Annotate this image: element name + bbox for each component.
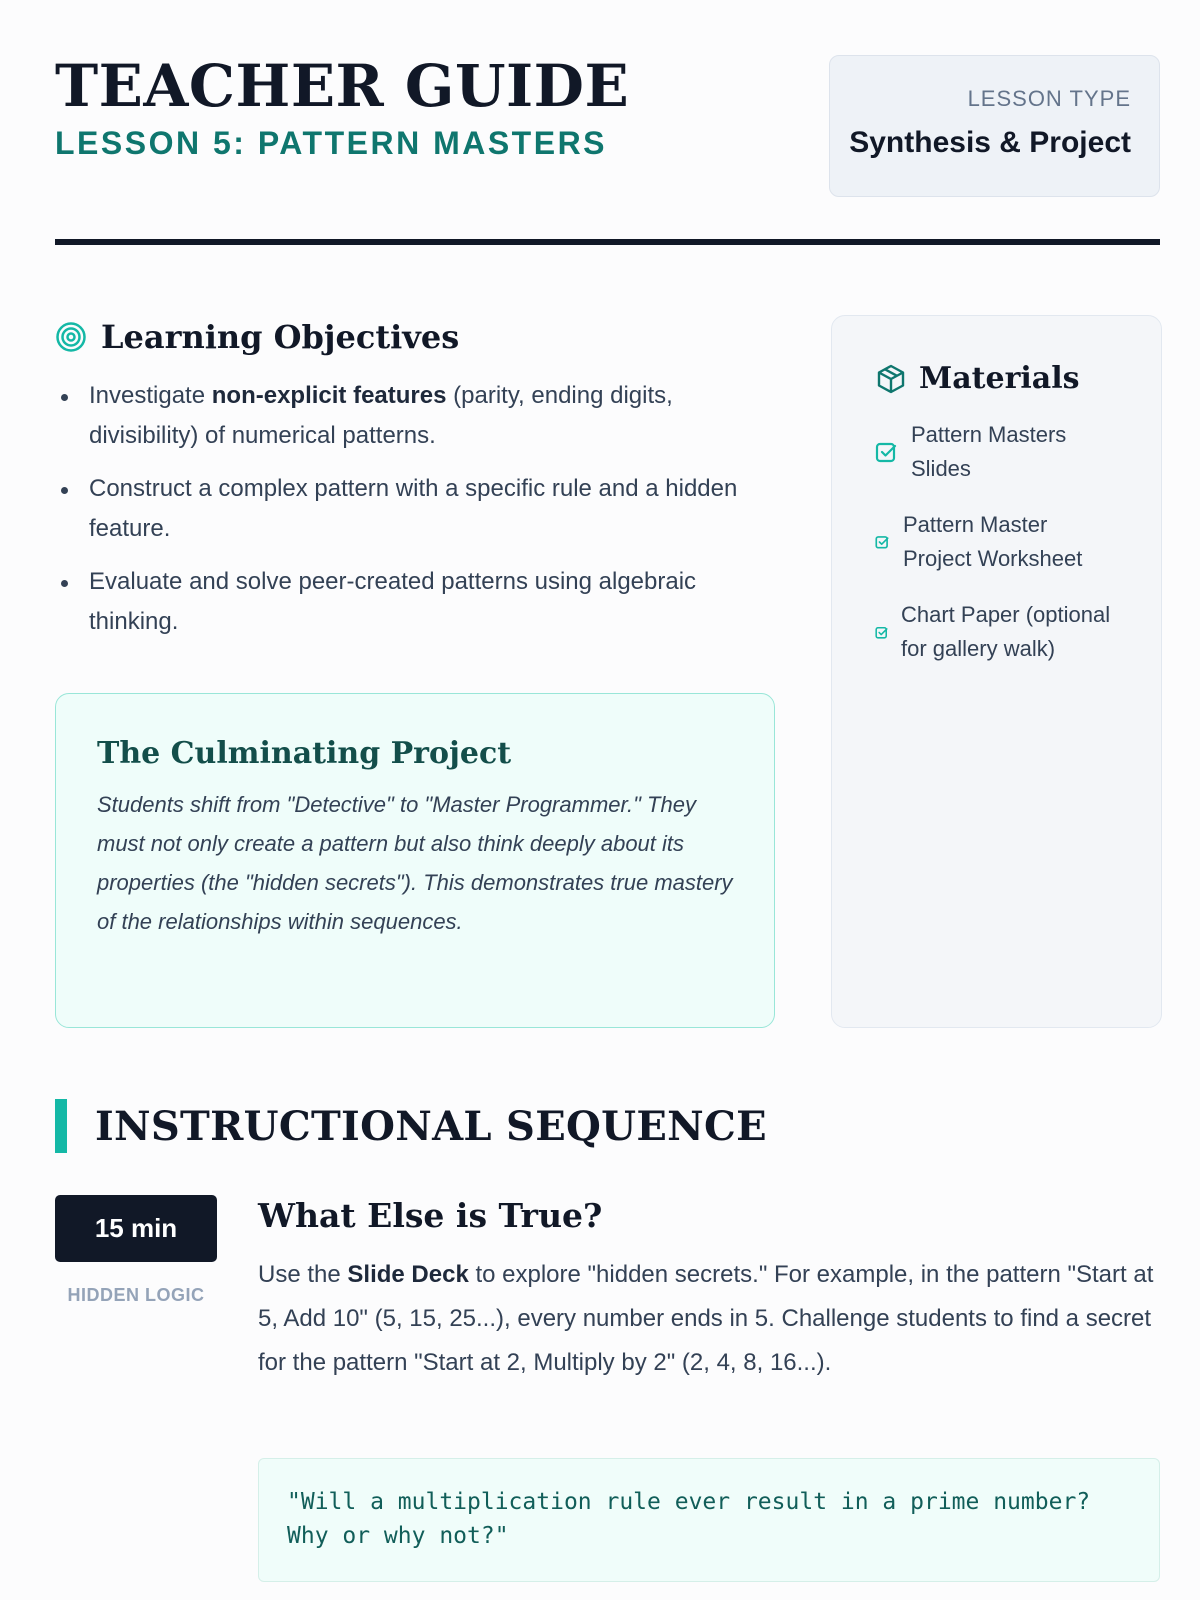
project-description: Students shift from "Detective" to "Master Programmer." They must not only create a pattern but also think deeply about its properties (the "hidden secrets"). This demonstrates true mastery of the relationships within sequences. — [97, 792, 733, 934]
package-icon — [875, 363, 907, 395]
checkbox-icon — [875, 626, 888, 639]
materials-heading: Materials — [919, 361, 1080, 396]
accent-bar — [55, 1099, 67, 1153]
objectives-heading: Learning Objectives — [101, 318, 460, 356]
objective-item: Construct a complex pattern with a specific rule and a hidden feature. — [55, 469, 775, 549]
learning-objectives-section — [55, 318, 775, 655]
checkbox-icon — [875, 535, 889, 549]
lesson-type-label: LESSON TYPE — [967, 86, 1131, 111]
step-tag: HIDDEN LOGIC — [67, 1285, 205, 1305]
objective-item: Evaluate and solve peer-created patterns using algebraic thinking. — [55, 562, 775, 642]
culminating-project-card — [55, 693, 775, 1028]
target-icon — [55, 321, 87, 353]
header-divider — [55, 239, 1160, 245]
page-subtitle: LESSON 5: PATTERN MASTERS — [55, 125, 608, 161]
project-heading: The Culminating Project — [97, 736, 512, 771]
discussion-question: "Will a multiplication rule ever result in a prime number? Why or why not?" — [258, 1458, 1160, 1582]
page-title: TEACHER GUIDE — [55, 52, 630, 120]
material-item: Chart Paper (optional for gallery walk) — [875, 598, 1161, 666]
duration-badge: 15 min — [55, 1195, 217, 1262]
checkbox-icon — [875, 441, 897, 463]
sequence-step — [258, 1196, 1160, 1385]
step-description: Use the Slide Deck to explore "hidden secrets." For example, in the pattern "Start at 5, Add 10" (5, 15, 25...), every number ends in 5. Challenge students to find a secret for the pattern "Start at 2, Multiply by 2" (2, 4, 8, 16...). — [258, 1261, 1154, 1376]
page-header — [55, 52, 1160, 195]
objectives-list — [55, 376, 775, 642]
instructional-sequence-header — [55, 1100, 767, 1152]
lesson-type-card — [829, 55, 1160, 197]
materials-list — [875, 418, 1161, 666]
material-item: Pattern Master Project Worksheet — [875, 508, 1161, 576]
lesson-type-value: Synthesis & Project — [849, 126, 1131, 159]
materials-card — [831, 315, 1162, 1028]
objective-item: Investigate non-explicit features (parity, ending digits, divisibility) of numerical patterns. — [55, 376, 775, 456]
step-title: What Else is True? — [258, 1196, 603, 1235]
sequence-heading: INSTRUCTIONAL SEQUENCE — [95, 1102, 767, 1150]
material-item: Pattern Masters Slides — [875, 418, 1161, 486]
